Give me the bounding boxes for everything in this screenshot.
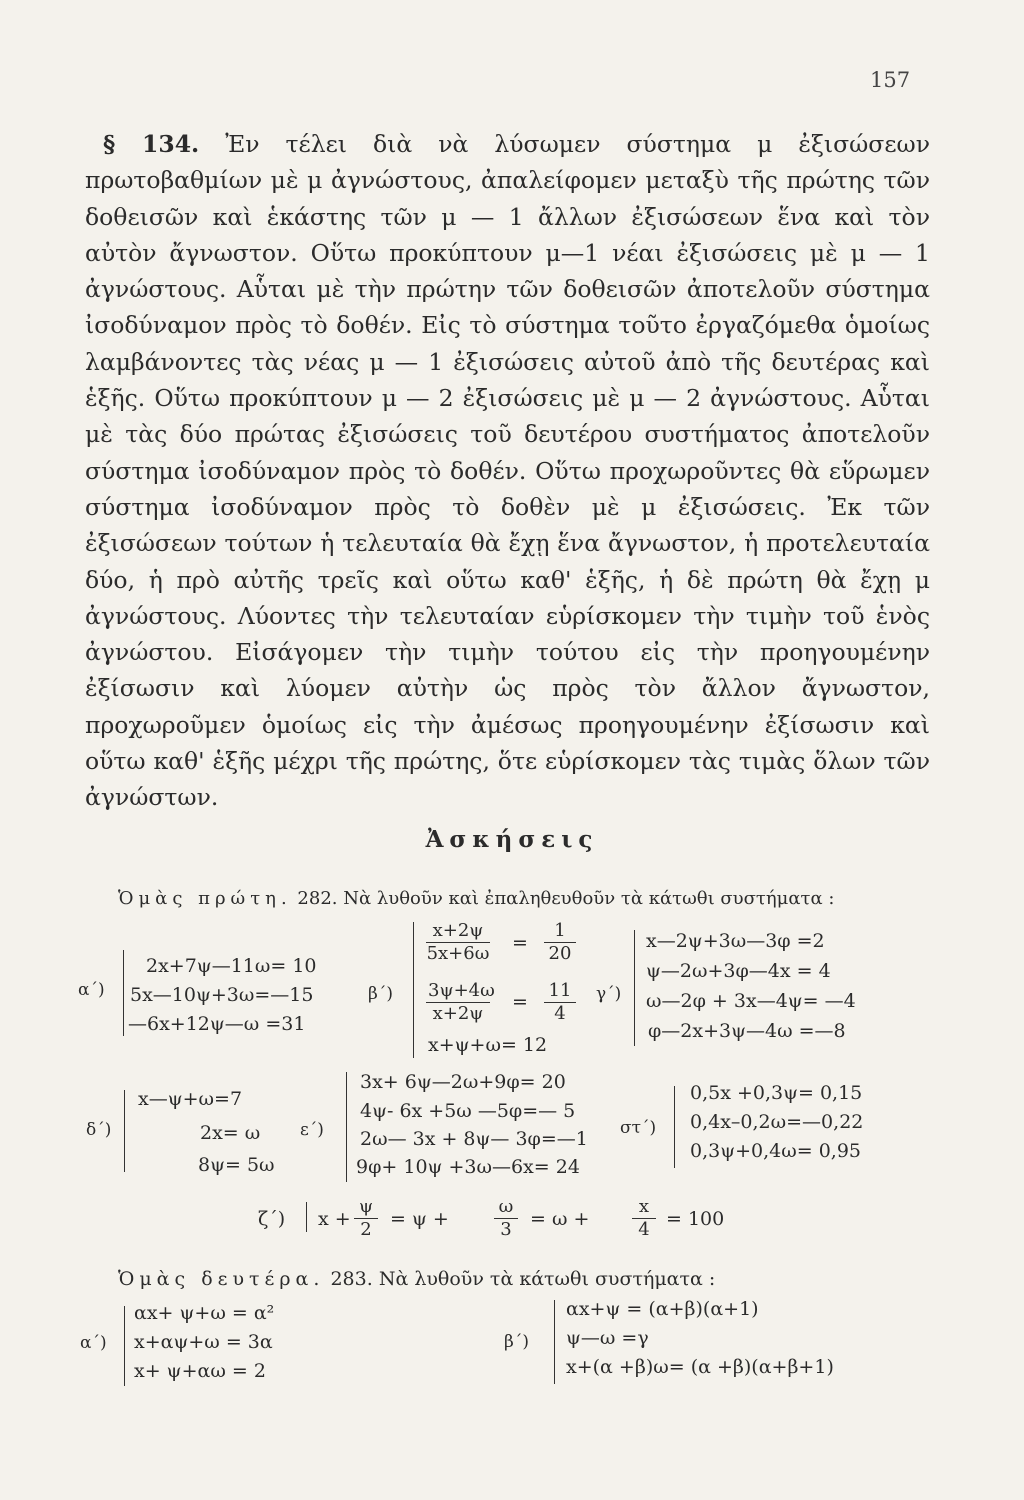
exercises-heading: Ἀσκήσεις <box>425 826 599 853</box>
g1-b-frac2-rnum: 11 <box>544 980 576 1003</box>
g1-z-frac1-den: 2 <box>360 1219 372 1240</box>
g1-b-frac1-den: 5x+6ω <box>426 943 490 964</box>
g1-st-brace <box>674 1086 675 1168</box>
g1-e-line3: 2ω— 3x + 8ψ— 3φ=—1 <box>360 1128 588 1150</box>
g1-z-frac2-num: ω <box>494 1196 518 1219</box>
g2-b-line1: αx+ψ = (α+β)(α+1) <box>566 1298 759 1320</box>
section-number: § 134. <box>103 130 200 158</box>
g1-b-frac2-rden: 4 <box>554 1003 566 1024</box>
g1-e-label: ε΄) <box>300 1120 324 1140</box>
g1-e-brace <box>346 1072 347 1182</box>
g2-b-line3: x+(α +β)ω= (α +β)(α+β+1) <box>566 1356 834 1378</box>
g1-e-line1: 3x+ 6ψ—2ω+9φ= 20 <box>360 1071 566 1093</box>
g2-a-brace <box>124 1306 125 1386</box>
g2-a-line1: αx+ ψ+ω = α² <box>134 1302 275 1324</box>
g1-b-label: β΄) <box>368 984 393 1004</box>
g2-a-label: α΄) <box>80 1333 107 1353</box>
g1-z-part4: = 100 <box>666 1208 725 1230</box>
g1-b-eq2: = <box>512 991 528 1013</box>
g1-a-line1: 2x+7ψ—11ω= 10 <box>146 955 317 977</box>
g1-e-line4: 9φ+ 10ψ +3ω—6x= 24 <box>356 1156 580 1178</box>
g1-b-frac2-num: 3ψ+4ω <box>428 980 495 1001</box>
g1-c-line3: ω—2φ + 3x—4ψ= —4 <box>646 990 856 1012</box>
g2-a-line2: x+αψ+ω = 3α <box>134 1331 273 1353</box>
group1-title-line <box>118 888 834 909</box>
g1-z-frac3-den: 4 <box>638 1219 650 1240</box>
g1-st-line3: 0,3ψ+0,4ω= 0,95 <box>690 1140 862 1162</box>
group1-instruction: Νὰ λυθοῦν καὶ ἐπαληθευθοῦν τὰ κάτωθι συστήματα : <box>343 888 835 909</box>
g1-b-frac1-right <box>544 920 576 965</box>
g1-d-label: δ΄) <box>86 1120 112 1140</box>
g1-st-line1: 0,5x +0,3ψ= 0,15 <box>690 1082 863 1104</box>
g1-e-line2: 4ψ- 6x +5ω —5φ=— 5 <box>360 1100 576 1122</box>
g2-b-label: β΄) <box>504 1332 529 1352</box>
g1-c-line4: φ—2x+3ψ—4ω =—8 <box>648 1020 846 1042</box>
g1-a-label: α΄) <box>78 980 105 1000</box>
g1-z-frac2-den: 3 <box>500 1219 512 1240</box>
g1-st-label: στ΄) <box>620 1118 657 1138</box>
g2-b-line2: ψ—ω =γ <box>566 1327 649 1349</box>
g1-b-frac1-rden: 20 <box>548 943 572 964</box>
g1-b-frac2-right <box>544 980 576 1025</box>
g1-z-frac3-num: x <box>632 1196 656 1219</box>
g1-b-frac2-left <box>426 980 495 1025</box>
g1-z-label: ζ΄) <box>258 1208 286 1230</box>
g1-z-part3: = ω + <box>530 1208 590 1230</box>
g1-b-frac1-left <box>426 920 490 965</box>
section-text: Ἐν τέλει διὰ νὰ λύσωμεν σύστημα μ ἐξισώσεων πρωτοβαθμίων μὲ μ ἀγνώστους, ἀπαλείφομεν μεταξὺ τῆς πρώτης τῶν δοθεισῶν καὶ ἑκάστης τῶν μ — 1 ἄλλων ἐξισώσεων ἕνα καὶ τὸν αὐτὸν ἄγνωστον. Οὕτω προκύπτουν μ—1 νέαι ἐξισώσεις μὲ μ — 1 ἀγνώστους. Αὗται μὲ τὴν πρώτην τῶν δοθεισῶν ἀποτελοῦν σύστημα ἰσοδύναμον πρὸς τὸ δοθέν. Εἰς τὸ σύστημα τοῦτο ἐργαζόμεθα ὁμοίως λαμβάνοντες τὰς νέας μ — 1 ἐξισώσεις αὐτοῦ ἀπὸ τῆς δευτέρας καὶ ἑξῆς. Οὕτω προκύπτουν μ — 2 ἐξισώσεις μὲ μ — 2 ἀγνώστους. Αὗται μὲ τὰς δύο πρώτας ἐξισώσεις τοῦ δευτέρου συστήματος ἀποτελοῦν σύστημα ἰσοδύναμον πρὸς τὸ δοθέν. Οὕτω προχωροῦντες θὰ εὕρωμεν σύστημα ἰσοδύναμον πρὸς τὸ δοθὲν μὲ μ ἐξισώσεις. Ἐκ τῶν ἐξισώσεων τούτων ἡ τελευταία θὰ ἔχῃ ἕνα ἄγνωστον, ἡ προτελευταία δύο, ἡ πρὸ αὐτῆς τρεῖς καὶ οὕτω καθ' ἑξῆς, ἡ δὲ πρώτη θὰ ἔχῃ μ ἀγνώστους. Λύοντες τὴν τελευταίαν εὑρίσκομεν τὴν τιμὴν τοῦ ἑνὸς ἀγνώστου. Εἰσάγομεν τὴν τιμὴν τούτου εἰς τὴν προηγουμένην ἐξίσωσιν καὶ λύομεν αὐτὴν ὡς πρὸς τὸν ἄλλον ἄγνωστον, προχωροῦμεν ὁμοίως εἰς τὴν ἀμέσως προηγουμένην ἐξίσωσιν καὶ οὕτω καθ' ἑξῆς μέχρι τῆς πρώτης, ὅτε εὑρίσκομεν τὰς τιμὰς ὅλων τῶν ἀγνώστων. <box>85 130 930 812</box>
group1-number: 282. <box>297 888 338 909</box>
g1-b-frac1-rnum: 1 <box>544 920 576 943</box>
g1-d-brace <box>124 1090 125 1172</box>
g1-z-frac2 <box>494 1196 518 1241</box>
group2-title-line <box>118 1268 715 1290</box>
g1-a-line2: 5x—10ψ+3ω=—15 <box>130 984 314 1006</box>
g1-b-last: x+ψ+ω= 12 <box>428 1034 548 1056</box>
g1-c-brace <box>634 930 635 1046</box>
g1-z-frac1-num: ψ <box>354 1196 378 1219</box>
g1-a-line3: —6x+12ψ—ω =31 <box>128 1013 306 1035</box>
group2-title: Ὁμὰς δευτέρα. <box>118 1268 325 1290</box>
g1-z-part2: = ψ + <box>390 1208 449 1230</box>
g1-z-brace <box>306 1202 307 1232</box>
g1-a-brace <box>123 950 124 1036</box>
g1-z-part1: x + <box>318 1208 351 1230</box>
g1-c-line2: ψ—2ω+3φ—4x = 4 <box>646 960 831 982</box>
g1-d-line1: x—ψ+ω=7 <box>138 1088 243 1110</box>
g1-z-frac3 <box>632 1196 656 1241</box>
g2-a-line3: x+ ψ+αω = 2 <box>134 1360 266 1382</box>
g2-b-brace <box>554 1300 555 1384</box>
g1-d-line2: 2x= ω <box>200 1122 261 1144</box>
g1-z-frac1 <box>354 1196 378 1241</box>
g1-b-frac2-den: x+2ψ <box>432 1003 484 1024</box>
g1-st-line2: 0,4x–0,2ω=—0,22 <box>690 1111 864 1133</box>
g1-d-line3: 8ψ= 5ω <box>198 1154 275 1176</box>
g1-b-eq1: = <box>512 932 528 954</box>
group2-number: 283. <box>330 1268 373 1290</box>
g1-b-brace <box>413 922 414 1058</box>
g1-c-line1: x—2ψ+3ω—3φ =2 <box>646 930 825 952</box>
page-number: 157 <box>870 68 911 92</box>
group1-title: Ὁμὰς πρώτη. <box>118 888 292 909</box>
section-paragraph <box>85 126 930 816</box>
g1-c-label: γ΄) <box>596 984 622 1004</box>
group2-instruction: Νὰ λυθοῦν τὰ κάτωθι συστήματα : <box>378 1268 716 1290</box>
g1-b-frac1-num: x+2ψ <box>426 920 490 943</box>
